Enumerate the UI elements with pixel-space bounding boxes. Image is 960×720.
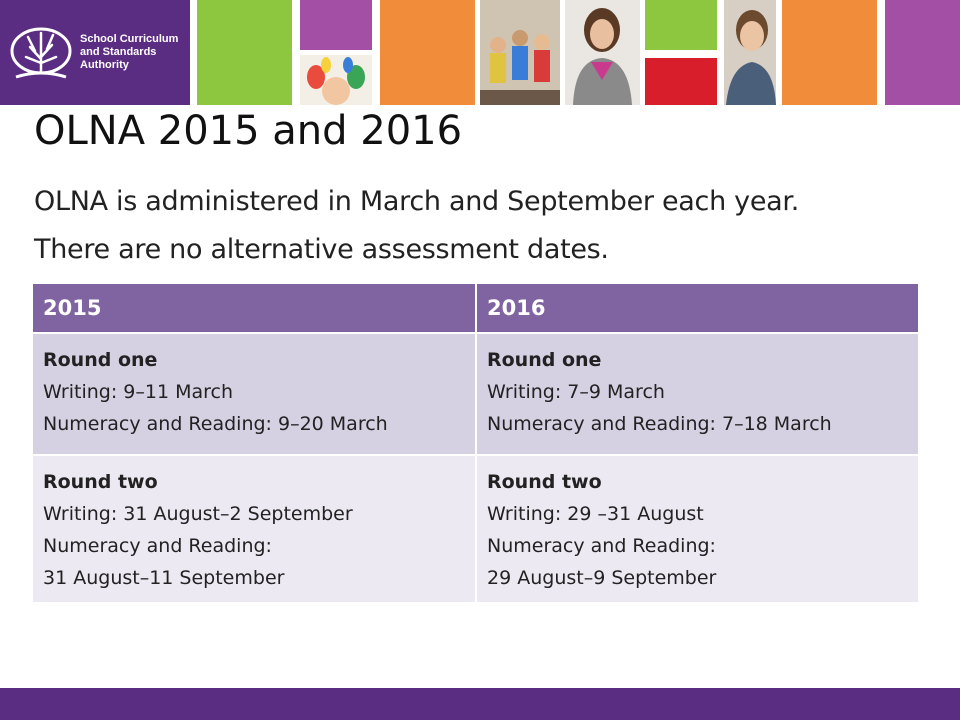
woman-portrait-photo (565, 0, 640, 105)
logo-line-2: and Standards (80, 46, 157, 58)
round-heading: Round two (43, 471, 158, 493)
table-row (33, 333, 919, 455)
logo-line-1: School Curriculum (80, 33, 179, 45)
cell-line: 31 August–11 September (43, 567, 285, 589)
cell-line: Writing: 29 –31 August (487, 503, 704, 525)
round-heading: Round one (43, 349, 158, 371)
painted-hands-photo (300, 55, 372, 105)
cell-line: Numeracy and Reading: (487, 535, 716, 557)
cell-line: Writing: 7–9 March (487, 381, 665, 403)
table-cell (33, 333, 476, 455)
header-banner (0, 0, 960, 105)
organization-logo (0, 0, 190, 105)
cell-line: Numeracy and Reading: (43, 535, 272, 557)
table-cell (33, 455, 476, 602)
logo-wordmark (80, 33, 178, 72)
table-cell (476, 333, 919, 455)
green-tile (197, 0, 292, 105)
body-text-line-2: There are no alternative assessment dates. (34, 234, 609, 265)
cell-line: Numeracy and Reading: 9–20 March (43, 413, 388, 435)
table-cell (476, 455, 919, 602)
assessment-dates-table (33, 284, 920, 602)
orange-right-tile (782, 0, 877, 105)
cell-line: Writing: 31 August–2 September (43, 503, 353, 525)
column-header-2015: 2015 (33, 284, 476, 333)
magenta-tile (300, 0, 372, 50)
table-header-row (33, 284, 919, 333)
magenta-right-tile (885, 0, 960, 105)
cell-line: 29 August–9 September (487, 567, 717, 589)
body-text-line-1: OLNA is administered in March and September each year. (34, 186, 800, 217)
footer-bar (0, 688, 960, 720)
students-group-photo (480, 0, 560, 105)
green-small-tile (645, 0, 717, 50)
student-boy-photo (724, 0, 776, 105)
table-row (33, 455, 919, 602)
orange-tile (380, 0, 475, 105)
cell-line: Numeracy and Reading: 7–18 March (487, 413, 832, 435)
cell-line: Writing: 9–11 March (43, 381, 234, 403)
column-header-2016: 2016 (476, 284, 919, 333)
tree-logo-icon (8, 23, 74, 83)
red-tile (645, 58, 717, 105)
round-heading: Round two (487, 471, 602, 493)
slide-title: OLNA 2015 and 2016 (34, 108, 463, 154)
logo-line-3: Authority (80, 59, 129, 71)
round-heading: Round one (487, 349, 602, 371)
